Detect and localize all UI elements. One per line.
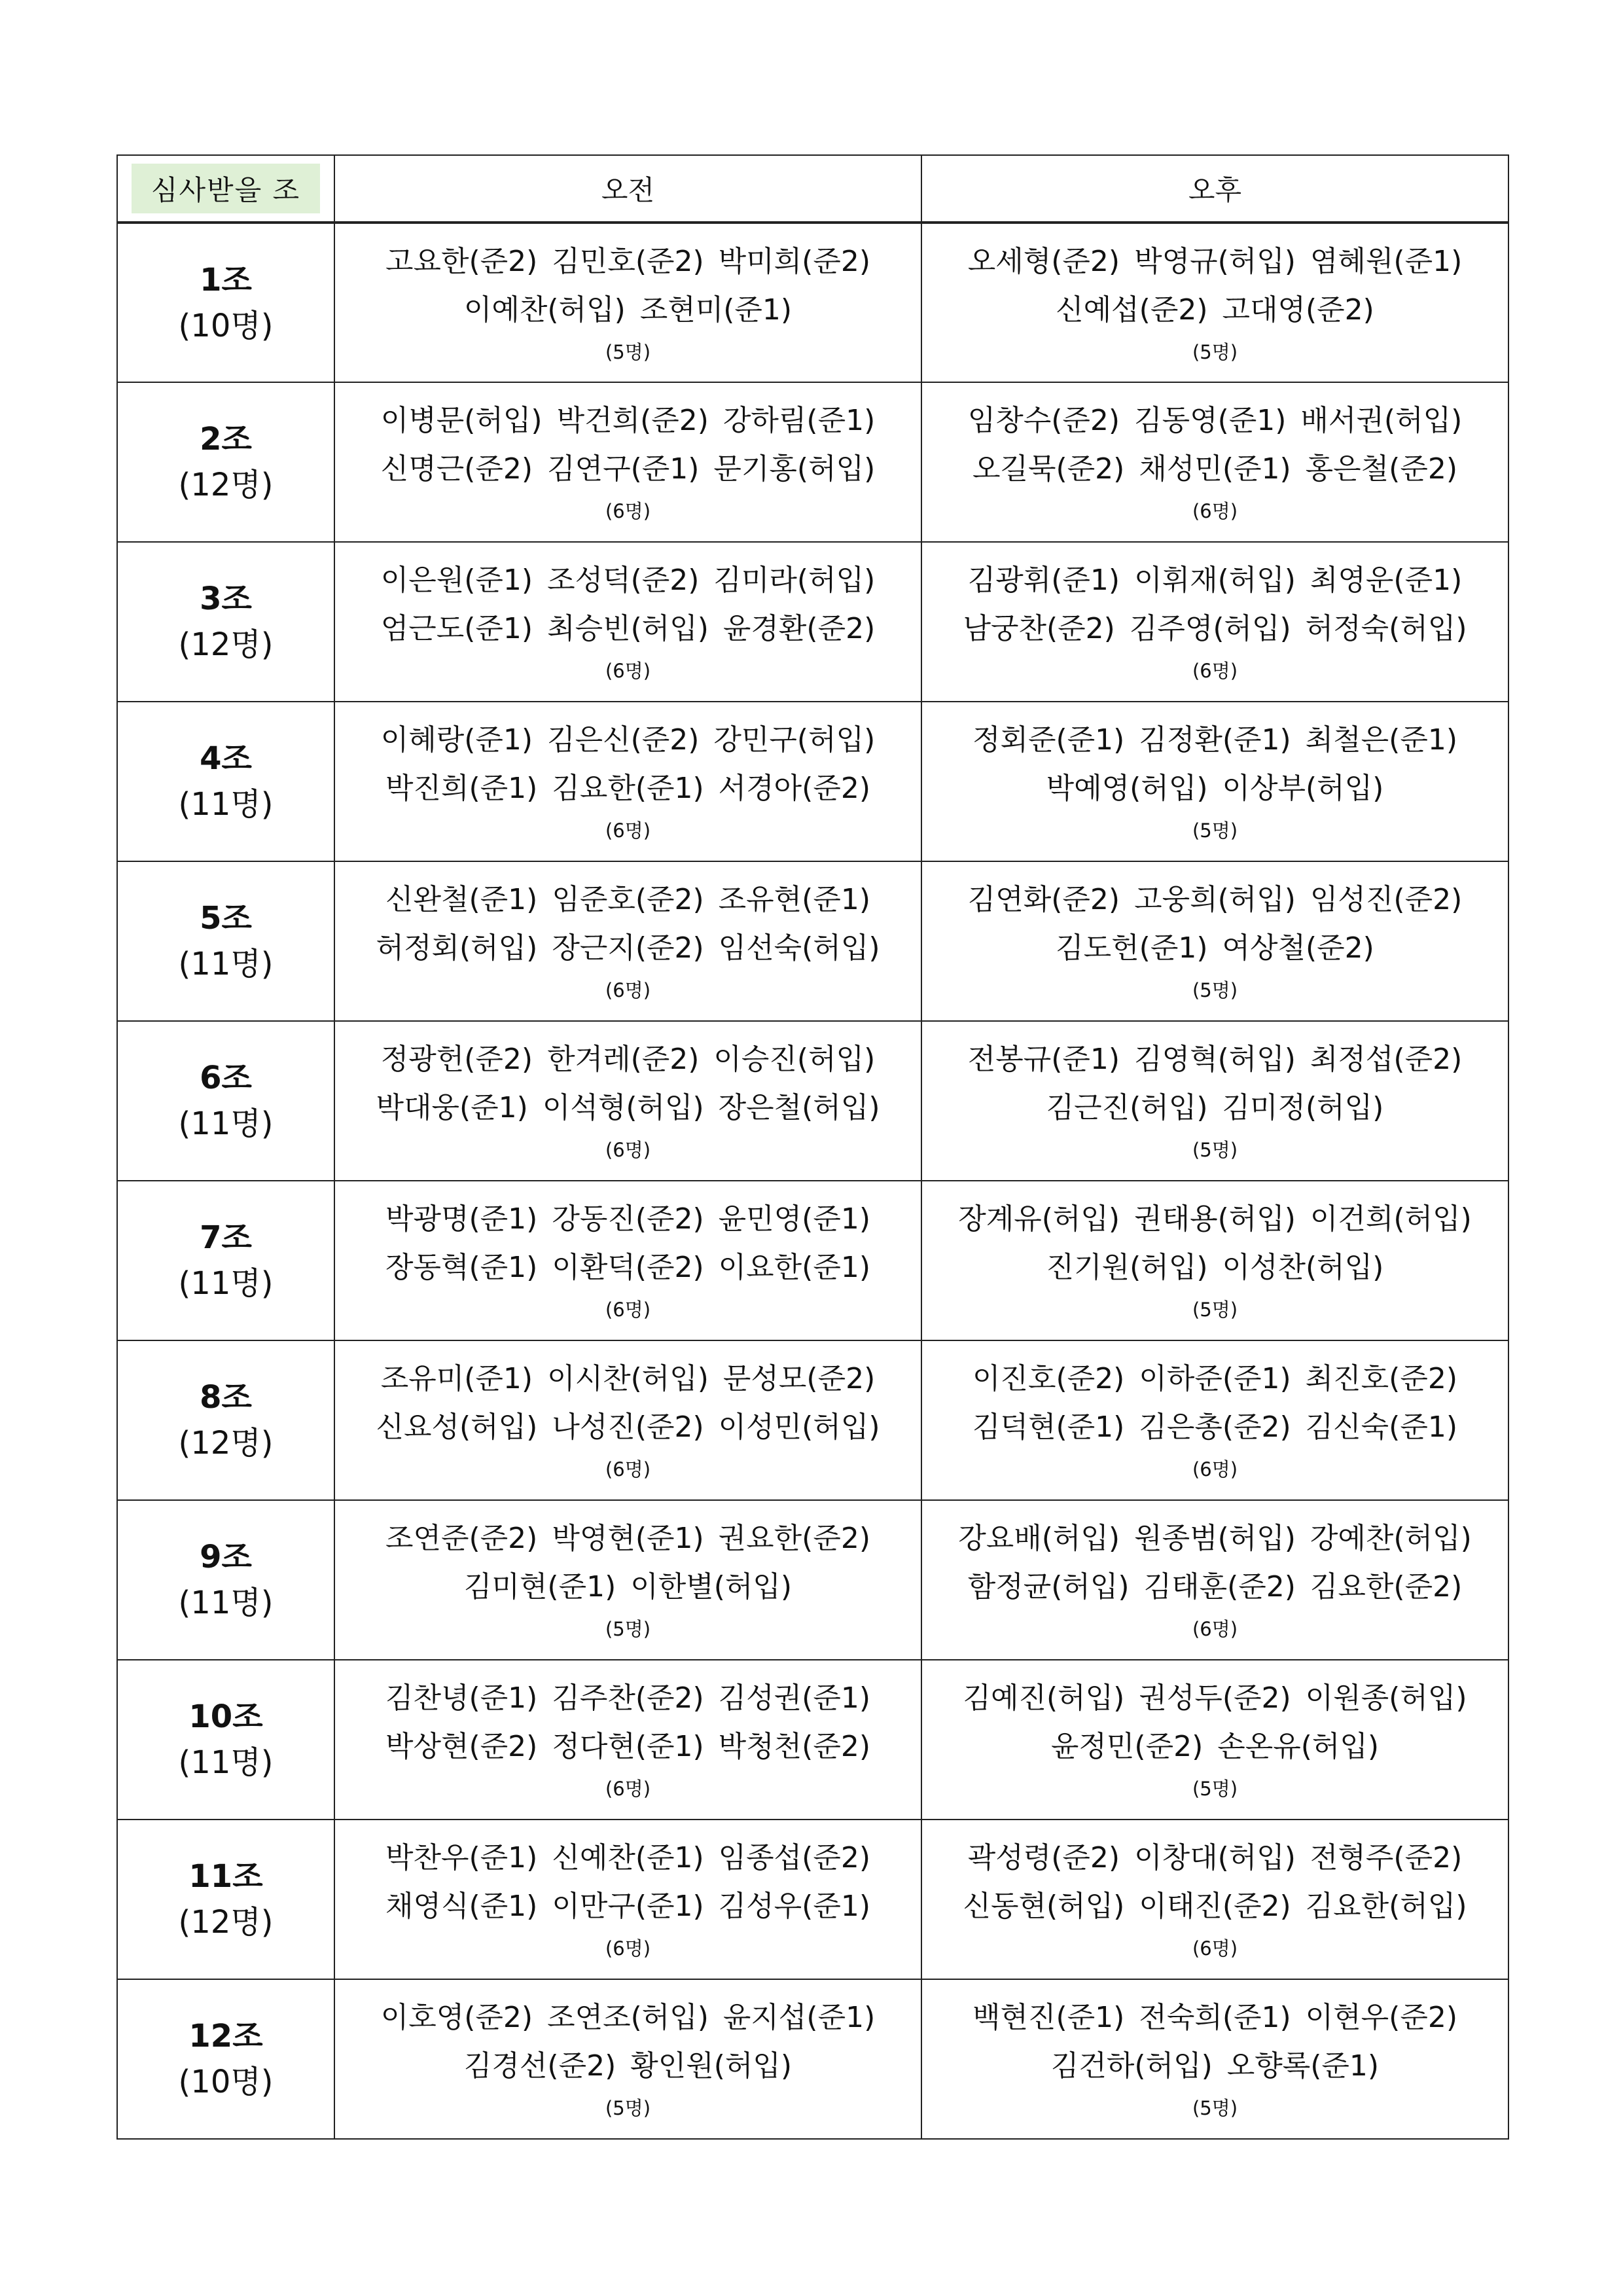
names-line: 강요배(허입) 원종범(허입) 강예찬(허입) <box>958 1522 1472 1555</box>
names-line: 박예영(허입) 이상부(허입) <box>1046 772 1384 805</box>
afternoon-cell <box>921 1181 1508 1340</box>
names-line: 박상현(준2) 정다현(준1) 박청천(준2) <box>385 1730 870 1763</box>
group-cell <box>117 1181 334 1340</box>
review-schedule-table <box>116 154 1509 2140</box>
afternoon-cell <box>921 223 1508 382</box>
group-name: 1조 <box>200 261 252 298</box>
names-line: 이예찬(허입) 조현미(준1) <box>463 293 793 327</box>
session-count: (6명) <box>605 979 651 1001</box>
group-cell <box>117 1820 334 1979</box>
names-line: 장계유(허입) 권태용(허입) 이건희(허입) <box>958 1202 1472 1236</box>
session-count: (6명) <box>605 660 651 682</box>
names-line: 함정균(허입) 김태훈(준2) 김요한(준2) <box>967 1570 1463 1604</box>
table-row <box>117 542 1508 702</box>
session-count: (6명) <box>1192 500 1238 522</box>
session-count: (5명) <box>1192 340 1238 363</box>
session-count: (5명) <box>605 340 651 363</box>
group-count: (10명) <box>178 307 274 344</box>
afternoon-cell <box>921 1979 1508 2139</box>
names-line: 고요한(준2) 김민호(준2) 박미희(준2) <box>385 244 870 278</box>
morning-cell <box>334 1500 921 1660</box>
names-line: 전봉규(준1) 김영혁(허입) 최정섭(준2) <box>967 1043 1463 1076</box>
names-line: 이은원(준1) 조성덕(준2) 김미라(허입) <box>380 564 876 597</box>
morning-cell <box>334 382 921 542</box>
session-count: (6명) <box>605 1937 651 1960</box>
group-cell <box>117 1979 334 2139</box>
afternoon-cell <box>921 1340 1508 1500</box>
session-count: (5명) <box>605 2097 651 2119</box>
header-afternoon: 오후 <box>921 155 1508 223</box>
session-count: (6명) <box>605 500 651 522</box>
morning-cell <box>334 1181 921 1340</box>
session-count: (5명) <box>1192 1299 1238 1321</box>
session-count: (6명) <box>605 1778 651 1800</box>
afternoon-cell <box>921 861 1508 1021</box>
names-line: 임창수(준2) 김동영(준1) 배서권(허입) <box>967 404 1463 437</box>
group-cell <box>117 542 334 702</box>
group-count: (11명) <box>178 1585 274 1621</box>
group-name: 6조 <box>200 1060 252 1096</box>
names-line: 김근진(허입) 김미정(허입) <box>1046 1091 1384 1124</box>
session-count: (6명) <box>1192 1937 1238 1960</box>
names-line: 김연화(준2) 고웅희(허입) 임성진(준2) <box>967 883 1463 916</box>
names-line: 박대웅(준1) 이석형(허입) 장은철(허입) <box>376 1091 880 1124</box>
session-count: (6명) <box>1192 660 1238 682</box>
names-line: 이진호(준2) 이하준(준1) 최진호(준2) <box>972 1362 1457 1395</box>
morning-cell <box>334 702 921 861</box>
names-line: 백현진(준1) 전숙희(준1) 이현우(준2) <box>972 2001 1457 2034</box>
group-cell <box>117 1340 334 1500</box>
afternoon-cell <box>921 542 1508 702</box>
names-line: 이혜랑(준1) 김은신(준2) 강민구(허입) <box>380 723 876 757</box>
morning-cell <box>334 1021 921 1181</box>
group-count: (11명) <box>178 786 274 823</box>
table-row <box>117 1820 1508 1979</box>
group-count: (12명) <box>178 467 274 503</box>
group-name: 12조 <box>188 2018 263 2054</box>
morning-cell <box>334 1660 921 1820</box>
group-cell <box>117 1660 334 1820</box>
names-line: 신예섭(준2) 고대영(준2) <box>1056 293 1374 327</box>
header-group-cell <box>117 155 334 223</box>
morning-cell <box>334 223 921 382</box>
table-row <box>117 223 1508 382</box>
group-count: (11명) <box>178 1105 274 1142</box>
group-count: (11명) <box>178 1265 274 1302</box>
names-line: 김덕현(준1) 김은총(준2) 김신숙(준1) <box>972 1410 1457 1444</box>
names-line: 조유미(준1) 이시찬(허입) 문성모(준2) <box>380 1362 876 1395</box>
names-line: 곽성령(준2) 이창대(허입) 전형주(준2) <box>967 1841 1463 1874</box>
table-row <box>117 861 1508 1021</box>
group-name: 4조 <box>200 740 252 777</box>
group-count: (12명) <box>178 1425 274 1462</box>
afternoon-cell <box>921 382 1508 542</box>
group-name: 9조 <box>200 1539 252 1575</box>
names-line: 박찬우(준1) 신예찬(준1) 임종섭(준2) <box>385 1841 870 1874</box>
names-line: 오길묵(준2) 채성민(준1) 홍은철(준2) <box>972 452 1457 486</box>
names-line: 채영식(준1) 이만구(준1) 김성우(준1) <box>385 1890 870 1923</box>
header-row <box>117 155 1508 223</box>
group-cell <box>117 861 334 1021</box>
group-name: 8조 <box>200 1379 252 1416</box>
afternoon-cell <box>921 1500 1508 1660</box>
group-name: 10조 <box>188 1698 263 1735</box>
session-count: (6명) <box>605 1139 651 1161</box>
names-line: 엄근도(준1) 최승빈(허입) 윤경환(준2) <box>380 612 876 645</box>
session-count: (5명) <box>1192 1139 1238 1161</box>
names-line: 신동현(허입) 이태진(준2) 김요한(허입) <box>963 1890 1467 1923</box>
names-line: 오세형(준2) 박영규(허입) 염혜원(준1) <box>967 244 1463 278</box>
names-line: 조연준(준2) 박영현(준1) 권요한(준2) <box>385 1522 870 1555</box>
table-row <box>117 1340 1508 1500</box>
names-line: 정회준(준1) 김정환(준1) 최철은(준1) <box>972 723 1457 757</box>
session-count: (6명) <box>1192 1618 1238 1640</box>
names-line: 이병문(허입) 박건희(준2) 강하림(준1) <box>380 404 876 437</box>
table-row <box>117 1181 1508 1340</box>
group-count: (12명) <box>178 1904 274 1941</box>
afternoon-cell <box>921 1021 1508 1181</box>
afternoon-cell <box>921 1660 1508 1820</box>
names-line: 정광헌(준2) 한겨레(준2) 이승진(허입) <box>380 1043 876 1076</box>
morning-cell <box>334 1340 921 1500</box>
group-cell <box>117 223 334 382</box>
names-line: 이호영(준2) 조연조(허입) 윤지섭(준1) <box>380 2001 876 2034</box>
group-count: (12명) <box>178 626 274 663</box>
header-group-label: 심사받을 조 <box>132 164 320 213</box>
header-morning: 오전 <box>334 155 921 223</box>
morning-cell <box>334 1979 921 2139</box>
names-line: 김도헌(준1) 여상철(준2) <box>1056 931 1374 965</box>
table-row <box>117 382 1508 542</box>
names-line: 진기원(허입) 이성찬(허입) <box>1046 1251 1384 1284</box>
session-count: (6명) <box>605 1458 651 1480</box>
table-row <box>117 1979 1508 2139</box>
group-cell <box>117 702 334 861</box>
group-name: 7조 <box>200 1219 252 1256</box>
group-name: 3조 <box>200 581 252 617</box>
session-count: (5명) <box>1192 979 1238 1001</box>
names-line: 김미현(준1) 이한별(허입) <box>463 1570 793 1604</box>
group-count: (11명) <box>178 946 274 982</box>
names-line: 남궁찬(준2) 김주영(허입) 허정숙(허입) <box>963 612 1467 645</box>
morning-cell <box>334 542 921 702</box>
session-count: (6명) <box>1192 1458 1238 1480</box>
group-name: 2조 <box>200 421 252 457</box>
group-count: (11명) <box>178 1744 274 1781</box>
names-line: 김광휘(준1) 이휘재(허입) 최영운(준1) <box>967 564 1463 597</box>
morning-cell <box>334 861 921 1021</box>
names-line: 신명근(준2) 김연구(준1) 문기홍(허입) <box>380 452 876 486</box>
names-line: 박진희(준1) 김요한(준1) 서경아(준2) <box>385 772 870 805</box>
names-line: 김건하(허입) 오향록(준1) <box>1050 2049 1380 2083</box>
names-line: 박광명(준1) 강동진(준2) 윤민영(준1) <box>385 1202 870 1236</box>
names-line: 김예진(허입) 권성두(준2) 이원종(허입) <box>963 1681 1467 1715</box>
session-count: (5명) <box>1192 2097 1238 2119</box>
session-count: (5명) <box>1192 819 1238 842</box>
names-line: 장동혁(준1) 이환덕(준2) 이요한(준1) <box>385 1251 870 1284</box>
table-row <box>117 702 1508 861</box>
session-count: (6명) <box>605 819 651 842</box>
names-line: 신요성(허입) 나성진(준2) 이성민(허입) <box>376 1410 880 1444</box>
group-cell <box>117 1500 334 1660</box>
group-count: (10명) <box>178 2064 274 2100</box>
names-line: 김경선(준2) 황인원(허입) <box>463 2049 793 2083</box>
names-line: 김찬녕(준1) 김주찬(준2) 김성권(준1) <box>385 1681 870 1715</box>
session-count: (5명) <box>605 1618 651 1640</box>
table-row <box>117 1660 1508 1820</box>
session-count: (6명) <box>605 1299 651 1321</box>
names-line: 허정회(허입) 장근지(준2) 임선숙(허입) <box>376 931 880 965</box>
morning-cell <box>334 1820 921 1979</box>
names-line: 윤정민(준2) 손온유(허입) <box>1050 1730 1380 1763</box>
table-row <box>117 1500 1508 1660</box>
group-name: 5조 <box>200 900 252 937</box>
table-row <box>117 1021 1508 1181</box>
afternoon-cell <box>921 1820 1508 1979</box>
afternoon-cell <box>921 702 1508 861</box>
group-cell <box>117 1021 334 1181</box>
group-cell <box>117 382 334 542</box>
names-line: 신완철(준1) 임준호(준2) 조유현(준1) <box>385 883 870 916</box>
group-name: 11조 <box>188 1858 263 1895</box>
session-count: (5명) <box>1192 1778 1238 1800</box>
